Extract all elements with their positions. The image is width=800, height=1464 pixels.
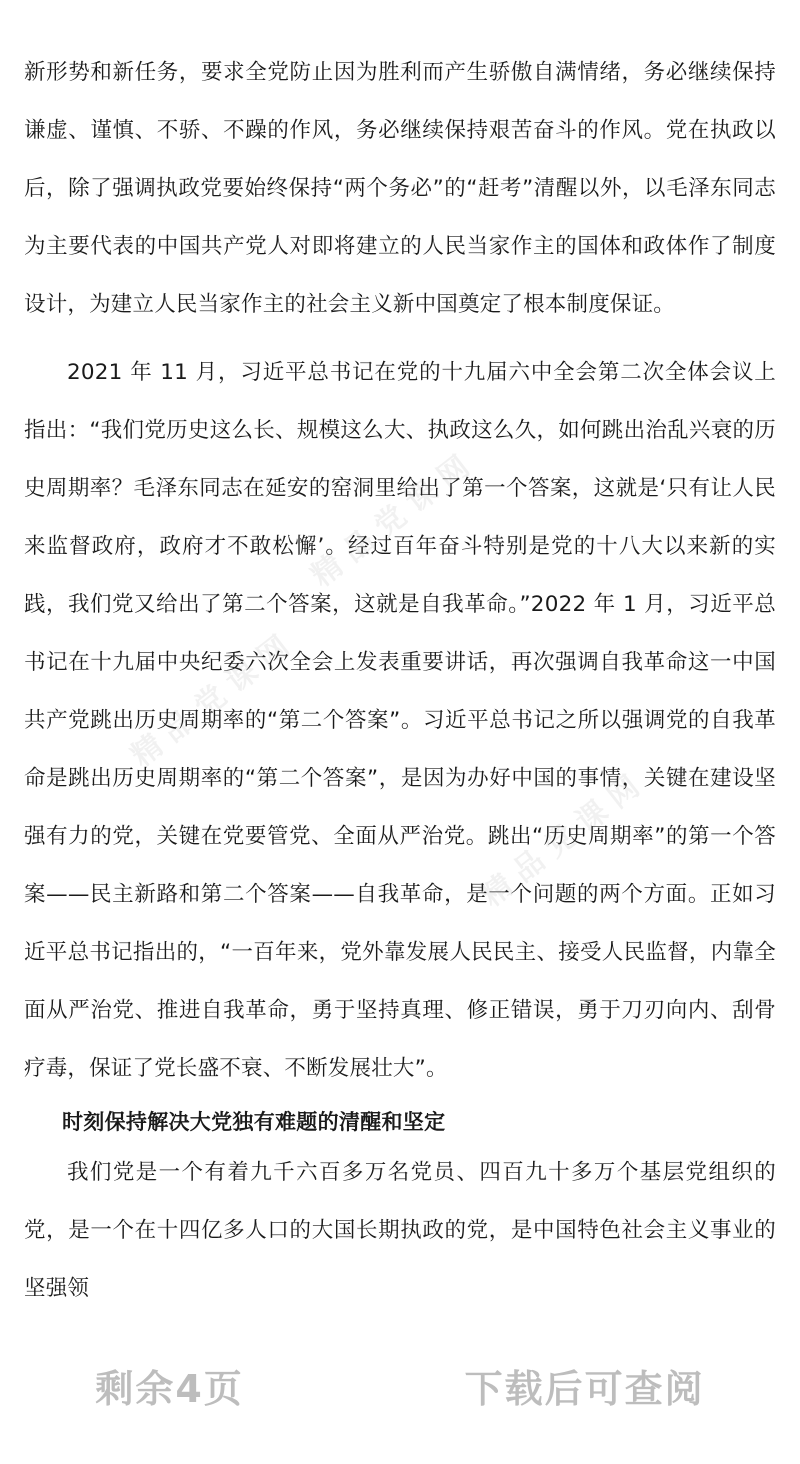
body-paragraph: 2021 年 11 月，习近平总书记在党的十九届六中全会第二次全体会议上指出：“我们党历史这么长、规模这么大、执政这么久，如何跳出治乱兴衰的历史周期率？毛泽东同志在延安的窑洞里给出了第一个答案，这就是‘只有让人民来监督政府，政府才不敢松懈’。经过百年奋斗特别是党的十八大以来新的实践，我们党又给出了第二个答案，这就是自我革命。”2022 年 1 月，习近平总书记在十九届中央纪委六次全会上发表重要讲话，再次强调自我革命这一中国共产党跳出历史周期率的“第二个答案”。习近平总书记之所以强调党的自我革命是跳出历史周期率的“第二个答案”，是因为办好中国的事情，关键在建设坚强有力的党，关键在党要管党、全面从严治党。跳出“历史周期率”的第一个答案——民主新路和第二个答案——自我革命，是一个问题的两个方面。正如习近平总书记指出的，“一百年来，党外靠发展人民民主、接受人民监督，内靠全面从严治党、推进自我革命，勇于坚持真理、修正错误，勇于刀刃向内、刮骨疗毒，保证了党长盛不衰、不断发展壮大”。 (24, 360, 776, 1081)
watermark: 精品党课网 (474, 763, 655, 914)
body-paragraph: 我们党是一个有着九千六百多万名党员、四百九十多万个基层党组织的党，是一个在十四亿多人口的大国长期执政的党，是中国特色社会主义事业的坚强领 (24, 1160, 776, 1301)
watermark: 精品党课网 (304, 443, 485, 594)
watermark: 精品党课网 (124, 623, 305, 774)
body-paragraph: 新形势和新任务，要求全党防止因为胜利而产生骄傲自满情绪，务必继续保持谦虚、谨慎、不骄、不躁的作风，务必继续保持艰苦奋斗的作风。党在执政以后，除了强调执政党要始终保持“两个务必”的“赶考”清醒以外，以毛泽东同志为主要代表的中国共产党人对即将建立的人民当家作主的国体和政体作了制度设计，为建立人民当家作主的社会主义新中国奠定了根本制度保证。 (24, 60, 776, 317)
download-notice[interactable]: 剩余4页 下载后可查阅 (95, 1367, 705, 1411)
section-heading: 时刻保持解决大党独有难题的清醒和坚定 (62, 1110, 446, 1134)
